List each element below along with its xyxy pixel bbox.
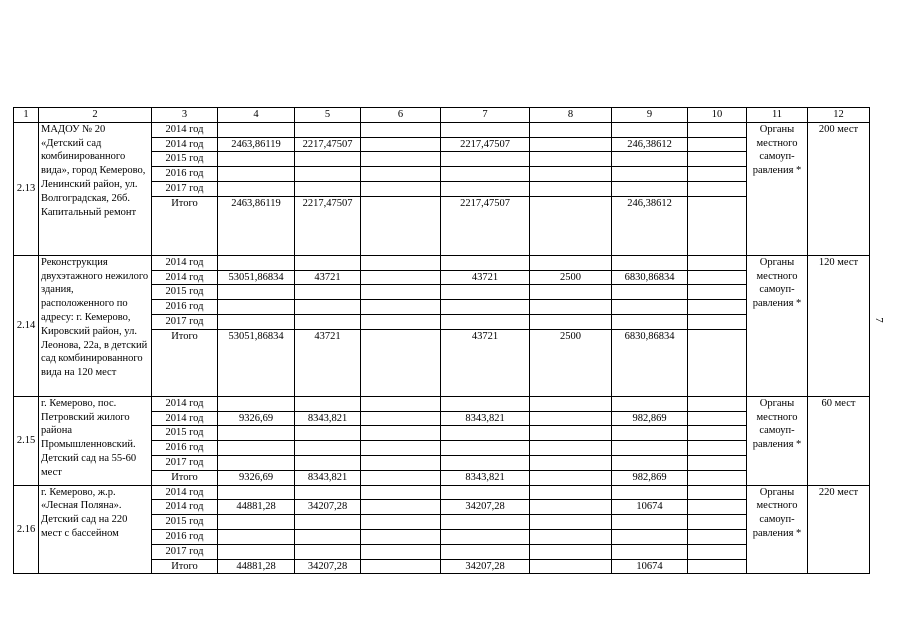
value-cell xyxy=(612,167,688,182)
year-cell: Итого xyxy=(152,196,218,255)
value-cell xyxy=(441,396,530,411)
value-cell: 246,38612 xyxy=(612,137,688,152)
value-cell: 43721 xyxy=(295,270,361,285)
value-cell xyxy=(441,285,530,300)
value-cell xyxy=(688,455,747,470)
value-cell: 53051,86834 xyxy=(218,329,295,396)
table-row xyxy=(14,122,870,137)
value-cell xyxy=(688,181,747,196)
value-cell xyxy=(361,167,441,182)
value-cell xyxy=(361,559,441,574)
value-cell xyxy=(530,396,612,411)
value-cell: 982,869 xyxy=(612,411,688,426)
value-cell xyxy=(295,285,361,300)
value-cell xyxy=(530,285,612,300)
section-name: Реконструкция двухэтажного нежилого здания, расположенного по адресу: г. Кемерово, Кировский район, ул. Леонова, 22а, в детский сад комбинированного вида на 120 мест xyxy=(39,255,152,396)
value-cell: 2217,47507 xyxy=(441,137,530,152)
value-cell: 2500 xyxy=(530,329,612,396)
value-cell xyxy=(688,137,747,152)
table-row xyxy=(14,255,870,270)
value-cell xyxy=(688,167,747,182)
value-cell xyxy=(441,455,530,470)
value-cell xyxy=(361,515,441,530)
value-cell xyxy=(361,300,441,315)
year-cell: 2014 год xyxy=(152,137,218,152)
value-cell xyxy=(530,426,612,441)
value-cell xyxy=(441,255,530,270)
value-cell xyxy=(361,411,441,426)
responsible-org: Органы местного самоуп-равления * xyxy=(747,485,808,574)
value-cell xyxy=(361,152,441,167)
value-cell xyxy=(361,500,441,515)
col-header: 4 xyxy=(218,108,295,123)
capacity-cell: 200 мест xyxy=(808,122,870,255)
value-cell xyxy=(218,314,295,329)
value-cell xyxy=(218,122,295,137)
value-cell xyxy=(441,181,530,196)
col-header: 8 xyxy=(530,108,612,123)
value-cell xyxy=(530,500,612,515)
value-cell: 2463,86119 xyxy=(218,137,295,152)
value-cell xyxy=(361,470,441,485)
value-cell xyxy=(361,196,441,255)
value-cell xyxy=(688,500,747,515)
value-cell: 34207,28 xyxy=(295,500,361,515)
value-cell xyxy=(688,559,747,574)
value-cell xyxy=(441,441,530,456)
section-number: 2.16 xyxy=(14,485,39,574)
section-number: 2.13 xyxy=(14,122,39,255)
value-cell xyxy=(612,544,688,559)
value-cell xyxy=(530,152,612,167)
value-cell xyxy=(361,329,441,396)
section-name: г. Кемерово, пос. Петровский жилого района Промышленновский. Детский сад на 55-60 мест xyxy=(39,396,152,485)
value-cell xyxy=(295,544,361,559)
page-number: 7 xyxy=(872,317,885,323)
value-cell xyxy=(612,441,688,456)
year-cell: 2016 год xyxy=(152,441,218,456)
year-cell: 2014 год xyxy=(152,270,218,285)
value-cell xyxy=(295,152,361,167)
value-cell xyxy=(361,314,441,329)
value-cell xyxy=(295,515,361,530)
value-cell xyxy=(218,441,295,456)
year-cell: 2015 год xyxy=(152,515,218,530)
year-cell: 2014 год xyxy=(152,500,218,515)
value-cell xyxy=(218,255,295,270)
value-cell xyxy=(218,152,295,167)
value-cell xyxy=(295,167,361,182)
value-cell xyxy=(218,515,295,530)
value-cell xyxy=(218,285,295,300)
value-cell xyxy=(530,441,612,456)
responsible-org: Органы местного самоуп-равления * xyxy=(747,396,808,485)
value-cell xyxy=(530,181,612,196)
value-cell xyxy=(361,529,441,544)
program-table xyxy=(13,107,870,574)
year-cell: Итого xyxy=(152,559,218,574)
col-header: 2 xyxy=(39,108,152,123)
value-cell xyxy=(612,314,688,329)
col-header: 3 xyxy=(152,108,218,123)
year-cell: 2017 год xyxy=(152,314,218,329)
value-cell: 10674 xyxy=(612,559,688,574)
value-cell: 34207,28 xyxy=(295,559,361,574)
value-cell xyxy=(688,329,747,396)
value-cell xyxy=(612,255,688,270)
value-cell xyxy=(530,314,612,329)
value-cell xyxy=(612,181,688,196)
value-cell: 43721 xyxy=(295,329,361,396)
value-cell xyxy=(530,255,612,270)
year-cell: 2017 год xyxy=(152,544,218,559)
col-header: 11 xyxy=(747,108,808,123)
value-cell xyxy=(688,426,747,441)
value-cell xyxy=(295,426,361,441)
year-cell: 2014 год xyxy=(152,396,218,411)
value-cell xyxy=(688,441,747,456)
value-cell xyxy=(361,270,441,285)
value-cell xyxy=(295,300,361,315)
value-cell xyxy=(295,455,361,470)
value-cell: 44881,28 xyxy=(218,559,295,574)
value-cell xyxy=(361,544,441,559)
value-cell xyxy=(218,181,295,196)
value-cell xyxy=(361,485,441,500)
value-cell: 43721 xyxy=(441,329,530,396)
value-cell xyxy=(688,285,747,300)
capacity-cell: 120 мест xyxy=(808,255,870,396)
value-cell xyxy=(361,137,441,152)
value-cell: 9326,69 xyxy=(218,411,295,426)
value-cell: 982,869 xyxy=(612,470,688,485)
value-cell xyxy=(530,470,612,485)
value-cell xyxy=(361,255,441,270)
value-cell: 53051,86834 xyxy=(218,270,295,285)
capacity-cell: 220 мест xyxy=(808,485,870,574)
value-cell xyxy=(612,426,688,441)
value-cell xyxy=(218,396,295,411)
value-cell: 10674 xyxy=(612,500,688,515)
value-cell xyxy=(441,515,530,530)
col-header: 10 xyxy=(688,108,747,123)
value-cell xyxy=(530,515,612,530)
section-number: 2.15 xyxy=(14,396,39,485)
value-cell: 43721 xyxy=(441,270,530,285)
value-cell xyxy=(688,544,747,559)
value-cell xyxy=(441,426,530,441)
value-cell xyxy=(218,485,295,500)
year-cell: 2017 год xyxy=(152,455,218,470)
value-cell: 2463,86119 xyxy=(218,196,295,255)
value-cell xyxy=(612,152,688,167)
value-cell: 246,38612 xyxy=(612,196,688,255)
value-cell xyxy=(441,152,530,167)
value-cell xyxy=(441,167,530,182)
value-cell xyxy=(218,167,295,182)
value-cell xyxy=(441,300,530,315)
value-cell xyxy=(688,300,747,315)
value-cell xyxy=(441,122,530,137)
value-cell xyxy=(612,285,688,300)
value-cell xyxy=(361,441,441,456)
value-cell xyxy=(688,529,747,544)
value-cell xyxy=(218,544,295,559)
value-cell: 6830,86834 xyxy=(612,329,688,396)
year-cell: 2014 год xyxy=(152,255,218,270)
value-cell xyxy=(441,544,530,559)
year-cell: 2014 год xyxy=(152,122,218,137)
value-cell xyxy=(612,396,688,411)
value-cell xyxy=(295,441,361,456)
responsible-org: Органы местного самоуп-равления * xyxy=(747,255,808,396)
value-cell xyxy=(530,167,612,182)
value-cell xyxy=(361,122,441,137)
value-cell: 2217,47507 xyxy=(295,196,361,255)
header-row xyxy=(14,108,870,123)
value-cell: 34207,28 xyxy=(441,559,530,574)
value-cell xyxy=(530,529,612,544)
value-cell xyxy=(530,544,612,559)
section-number: 2.14 xyxy=(14,255,39,396)
value-cell xyxy=(688,270,747,285)
value-cell: 8343,821 xyxy=(295,470,361,485)
value-cell xyxy=(441,314,530,329)
value-cell xyxy=(688,152,747,167)
value-cell xyxy=(530,137,612,152)
value-cell xyxy=(688,122,747,137)
col-header: 9 xyxy=(612,108,688,123)
value-cell xyxy=(612,122,688,137)
value-cell xyxy=(218,426,295,441)
value-cell xyxy=(530,455,612,470)
year-cell: 2014 год xyxy=(152,485,218,500)
col-header: 5 xyxy=(295,108,361,123)
table-row xyxy=(14,396,870,411)
year-cell: 2017 год xyxy=(152,181,218,196)
value-cell xyxy=(295,529,361,544)
value-cell: 8343,821 xyxy=(441,411,530,426)
col-header: 7 xyxy=(441,108,530,123)
responsible-org: Органы местного самоуп-равления * xyxy=(747,122,808,255)
year-cell: 2015 год xyxy=(152,285,218,300)
value-cell xyxy=(361,455,441,470)
value-cell xyxy=(612,485,688,500)
value-cell xyxy=(530,485,612,500)
value-cell: 44881,28 xyxy=(218,500,295,515)
value-cell xyxy=(688,470,747,485)
value-cell xyxy=(688,396,747,411)
value-cell xyxy=(218,529,295,544)
value-cell xyxy=(530,559,612,574)
col-header: 12 xyxy=(808,108,870,123)
table-row xyxy=(14,485,870,500)
value-cell: 34207,28 xyxy=(441,500,530,515)
value-cell xyxy=(612,515,688,530)
value-cell xyxy=(612,300,688,315)
value-cell xyxy=(688,255,747,270)
value-cell xyxy=(612,529,688,544)
value-cell xyxy=(688,411,747,426)
value-cell xyxy=(688,515,747,530)
year-cell: 2015 год xyxy=(152,152,218,167)
year-cell: 2016 год xyxy=(152,529,218,544)
year-cell: Итого xyxy=(152,329,218,396)
value-cell xyxy=(688,314,747,329)
value-cell xyxy=(530,122,612,137)
value-cell xyxy=(530,300,612,315)
value-cell: 2217,47507 xyxy=(441,196,530,255)
value-cell xyxy=(361,181,441,196)
value-cell: 6830,86834 xyxy=(612,270,688,285)
value-cell: 9326,69 xyxy=(218,470,295,485)
value-cell xyxy=(295,122,361,137)
value-cell: 2500 xyxy=(530,270,612,285)
year-cell: 2015 год xyxy=(152,426,218,441)
value-cell xyxy=(530,196,612,255)
value-cell xyxy=(361,285,441,300)
value-cell xyxy=(612,455,688,470)
value-cell: 8343,821 xyxy=(295,411,361,426)
col-header: 6 xyxy=(361,108,441,123)
section-name: МАДОУ № 20 «Детский сад комбинированного вида», город Кемерово, Ленинский район, ул. Волгоградская, 26б. Капитальный ремонт xyxy=(39,122,152,255)
capacity-cell: 60 мест xyxy=(808,396,870,485)
year-cell: 2016 год xyxy=(152,167,218,182)
value-cell xyxy=(688,196,747,255)
section-name: г. Кемерово, ж.р. «Лесная Поляна». Детский сад на 220 мест с бассейном xyxy=(39,485,152,574)
value-cell xyxy=(295,396,361,411)
value-cell xyxy=(688,485,747,500)
value-cell xyxy=(295,255,361,270)
value-cell xyxy=(295,314,361,329)
value-cell xyxy=(295,181,361,196)
year-cell: 2014 год xyxy=(152,411,218,426)
value-cell: 2217,47507 xyxy=(295,137,361,152)
value-cell xyxy=(361,426,441,441)
year-cell: 2016 год xyxy=(152,300,218,315)
value-cell xyxy=(218,455,295,470)
value-cell xyxy=(218,300,295,315)
year-cell: Итого xyxy=(152,470,218,485)
value-cell xyxy=(441,529,530,544)
value-cell xyxy=(530,411,612,426)
value-cell xyxy=(441,485,530,500)
value-cell: 8343,821 xyxy=(441,470,530,485)
value-cell xyxy=(361,396,441,411)
col-header: 1 xyxy=(14,108,39,123)
value-cell xyxy=(295,485,361,500)
